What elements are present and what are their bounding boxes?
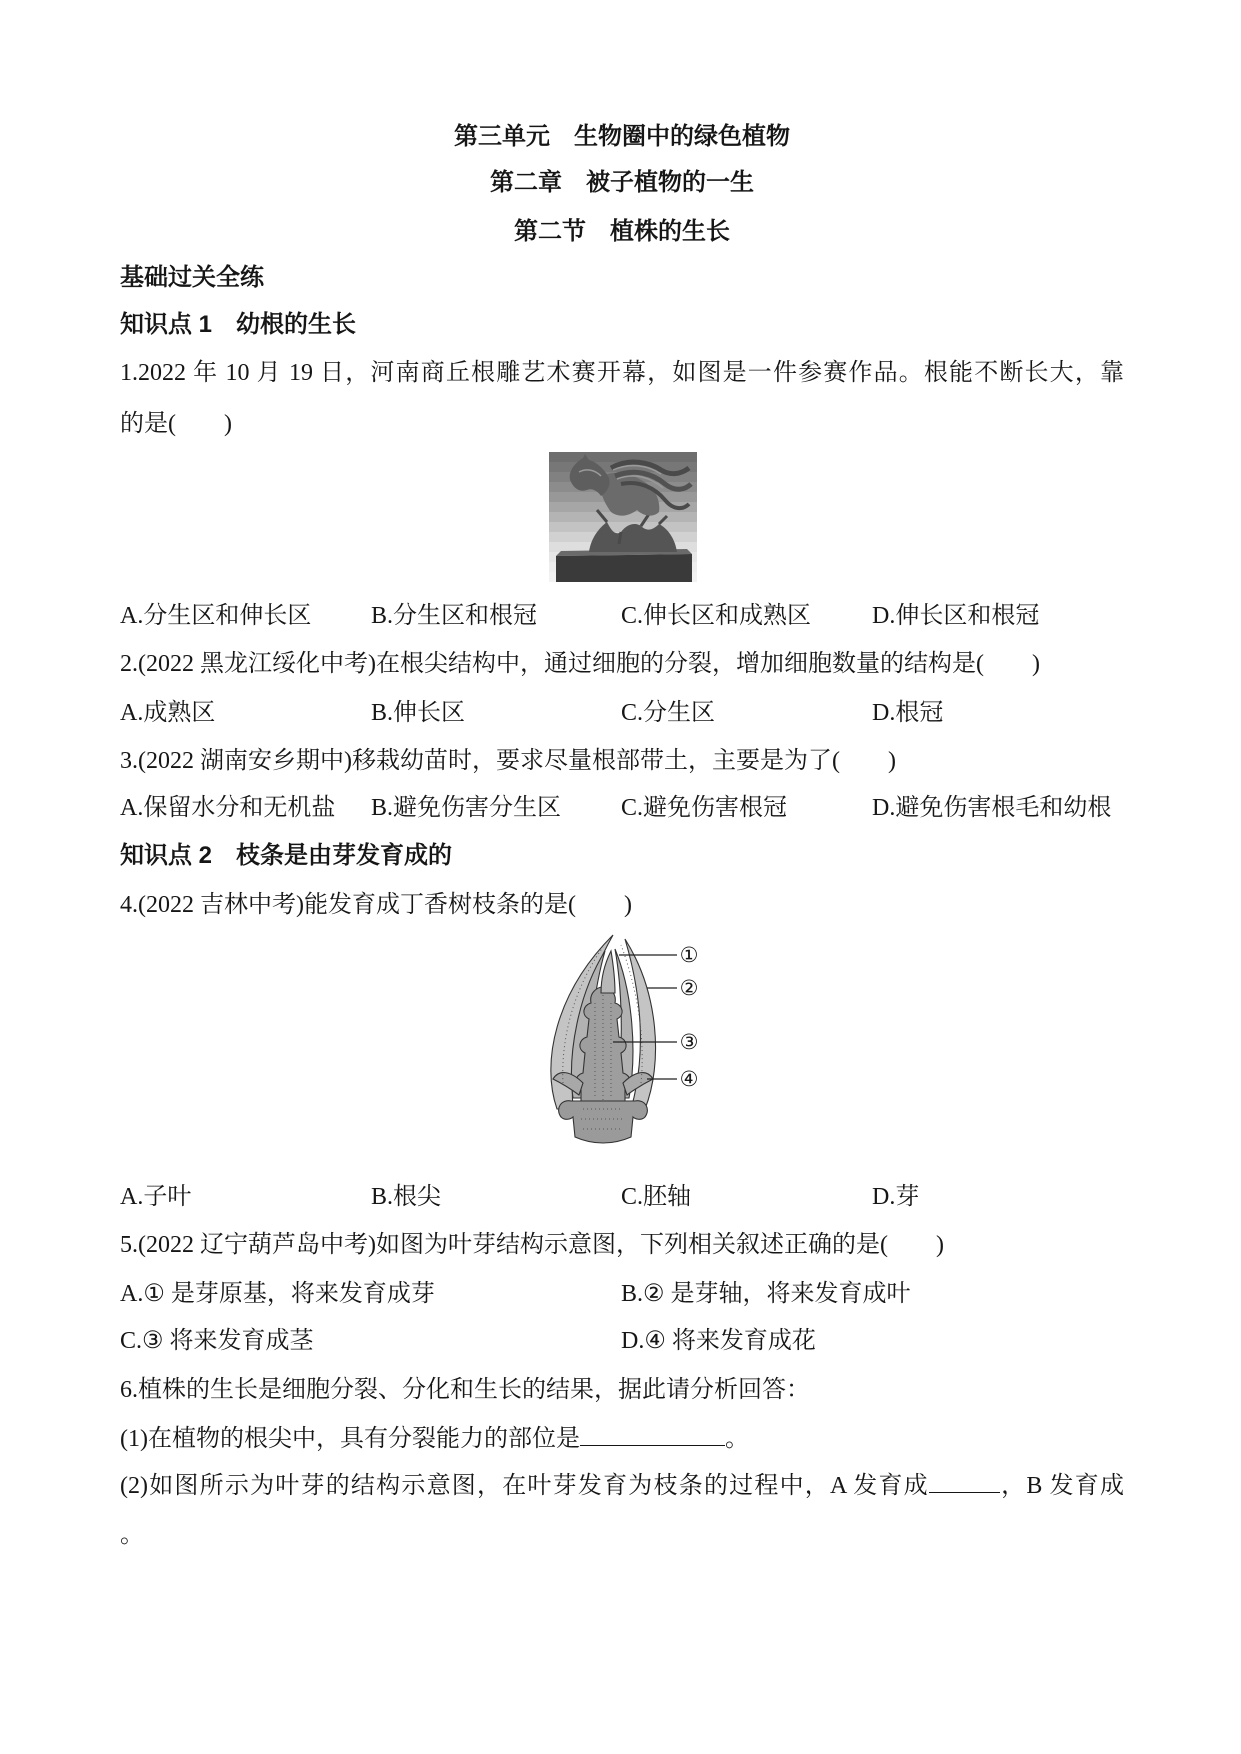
question-6-part-2	[120, 1470, 1124, 1502]
question-5-options-row-2	[120, 1325, 1124, 1357]
question-3-option-a: A.保留水分和无机盐	[120, 795, 336, 821]
question-2-option-d: D.根冠	[872, 700, 944, 726]
knowledge-point-2-heading: 知识点 2 枝条是由芽发育成的	[120, 842, 453, 869]
figure-label-1: ①	[679, 943, 699, 967]
section-title: 第二节 植株的生长	[514, 219, 730, 245]
root-carving-image	[549, 452, 697, 582]
question-1-option-a: A.分生区和伸长区	[120, 603, 312, 629]
question-3-option-c: C.避免伤害根冠	[621, 795, 788, 821]
question-4-stem: 4.(2022 吉林中考)能发育成丁香树枝条的是( )	[120, 892, 632, 918]
question-5-option-c: C.③ 将来发育成茎	[120, 1328, 314, 1354]
bud-base	[559, 1101, 648, 1143]
carving-base	[556, 549, 692, 582]
question-6-part-1-end: 。	[724, 1426, 749, 1452]
question-3-option-b: B.避免伤害分生区	[371, 795, 562, 821]
question-5-option-a: A.① 是芽原基，将来发育成芽	[120, 1281, 435, 1307]
figure-label-2: ②	[679, 976, 699, 1000]
question-4-options	[120, 1181, 1124, 1213]
answer-blank-2[interactable]	[929, 1470, 1000, 1493]
question-6-part-1-text: (1)在植物的根尖中，具有分裂能力的部位是	[120, 1426, 580, 1452]
question-4-option-a: A.子叶	[120, 1184, 192, 1210]
chapter-title: 第二章 被子植物的一生	[490, 170, 754, 196]
knowledge-point-1-heading: 知识点 1 幼根的生长	[120, 311, 357, 338]
question-1-stem-line-1: 1.2022 年 10 月 19 日，河南商丘根雕艺术赛开幕，如图是一件参赛作品。根能不断长大，靠	[120, 360, 1124, 386]
question-1-option-b: B.分生区和根冠	[371, 603, 538, 629]
practice-heading: 基础过关全练	[120, 264, 264, 291]
figure-label-3: ③	[679, 1030, 699, 1054]
question-5-option-d: D.④ 将来发育成花	[621, 1328, 816, 1354]
question-6-part-2-end: 。	[120, 1522, 144, 1548]
question-3-option-d: D.避免伤害根毛和幼根	[872, 795, 1112, 821]
question-4-option-d: D.芽	[872, 1184, 920, 1210]
question-1-stem-line-2: 的是( )	[120, 411, 232, 437]
question-1-option-c: C.伸长区和成熟区	[621, 603, 812, 629]
question-6-part-1	[120, 1423, 1124, 1455]
question-4-option-c: C.胚轴	[621, 1184, 692, 1210]
unit-title: 第三单元 生物圈中的绿色植物	[454, 124, 790, 150]
figure-label-4: ④	[679, 1067, 699, 1091]
root-carving-photo	[549, 452, 697, 582]
question-2-option-b: B.伸长区	[371, 700, 466, 726]
question-4-option-b: B.根尖	[371, 1184, 442, 1210]
leaf-bud-drawing	[543, 933, 703, 1145]
question-6-part-2-middle: ，B 发育成	[999, 1473, 1124, 1499]
question-1-option-d: D.伸长区和根冠	[872, 603, 1040, 629]
question-5-options-row-1	[120, 1278, 1124, 1310]
question-3-stem: 3.(2022 湖南安乡期中)移栽幼苗时，要求尽量根部带土，主要是为了( )	[120, 748, 896, 774]
question-2-stem: 2.(2022 黑龙江绥化中考)在根尖结构中，通过细胞的分裂，增加细胞数量的结构是( )	[120, 651, 1040, 677]
question-3-options	[120, 792, 1124, 824]
question-2-option-c: C.分生区	[621, 700, 716, 726]
question-2-options	[120, 697, 1124, 729]
answer-blank-1[interactable]	[580, 1423, 725, 1446]
question-5-stem: 5.(2022 辽宁葫芦岛中考)如图为叶芽结构示意图，下列相关叙述正确的是( )	[120, 1232, 944, 1258]
question-2-option-a: A.成熟区	[120, 700, 216, 726]
leaf-bud-diagram	[543, 933, 703, 1145]
question-1-options	[120, 600, 1124, 632]
question-6-stem: 6.植株的生长是细胞分裂、分化和生长的结果，据此请分析回答：	[120, 1377, 810, 1403]
question-6-part-2-text: (2)如图所示为叶芽的结构示意图，在叶芽发育为枝条的过程中，A 发育成	[120, 1473, 929, 1499]
question-5-option-b: B.② 是芽轴，将来发育成叶	[621, 1281, 911, 1307]
